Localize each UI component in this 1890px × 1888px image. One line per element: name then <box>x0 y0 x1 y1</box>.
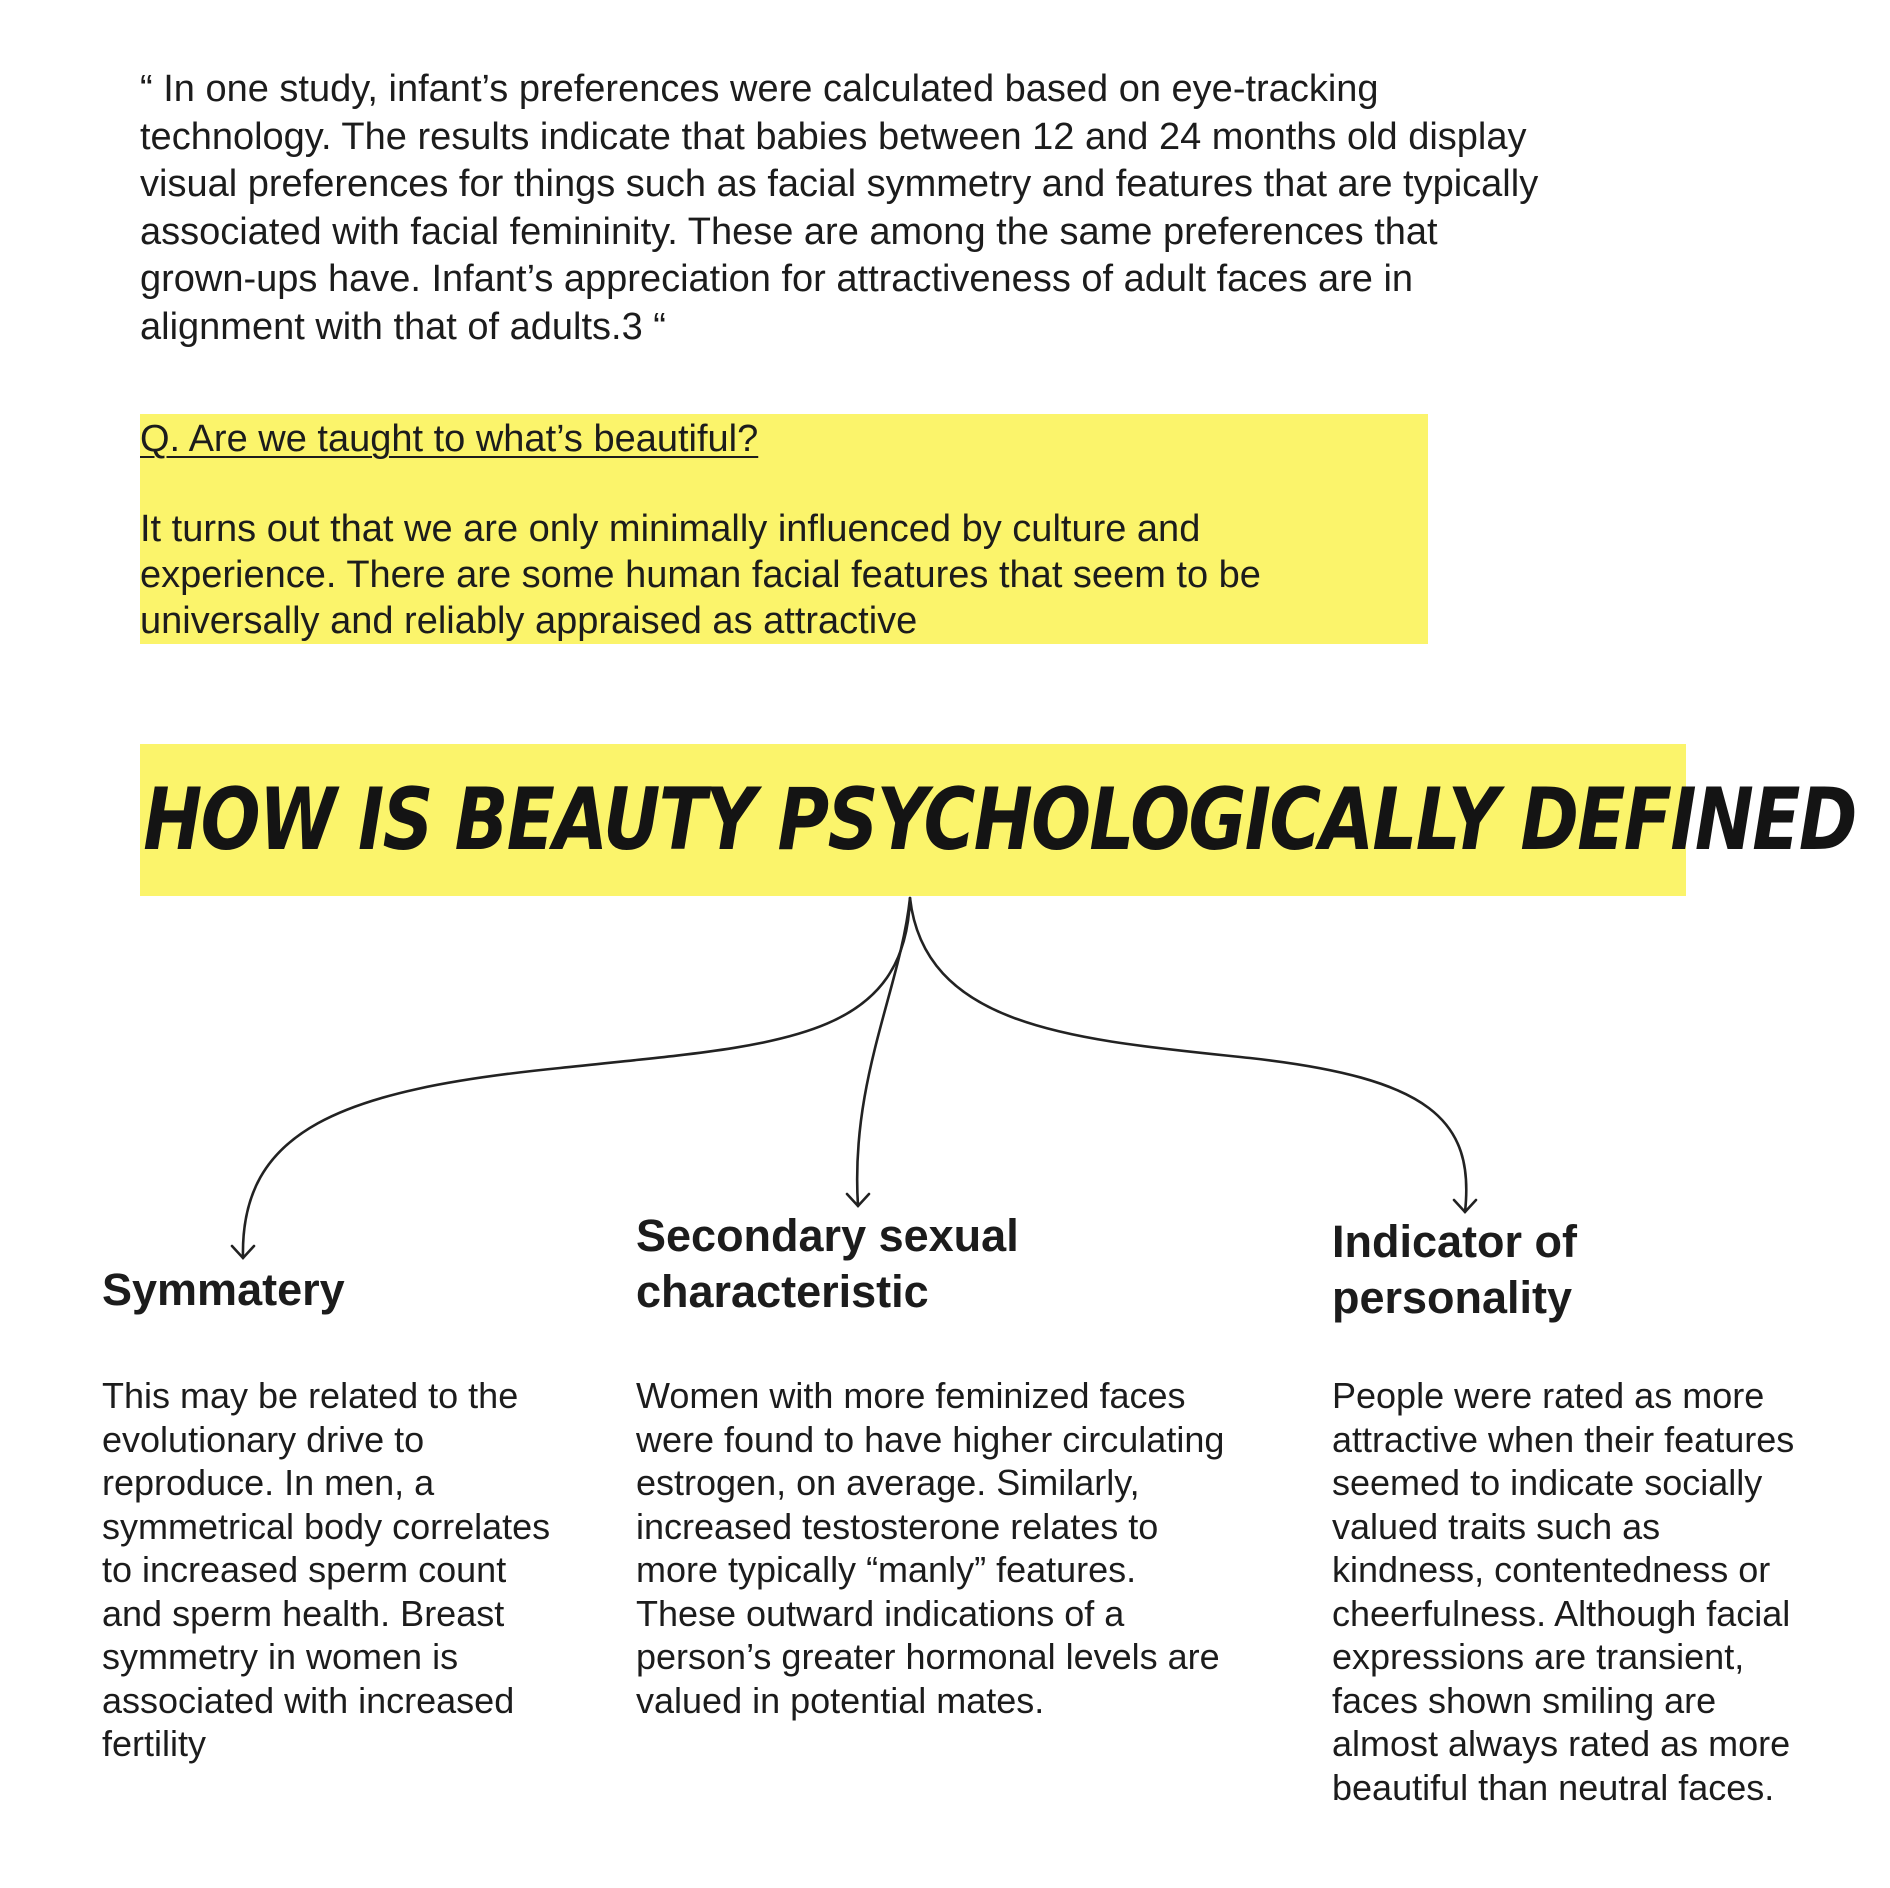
question-text: Q. Are we taught to what’s beautiful? <box>140 418 759 460</box>
column-title-symmetry: Symmatery <box>102 1264 345 1315</box>
column-title-secondary-sexual: Secondary sexual characteristic <box>636 1210 1019 1317</box>
section-heading: HOW IS BEAUTY PSYCHOLOGICALLY DEFINED <box>143 770 1856 870</box>
branch-arrow-right <box>910 898 1466 1212</box>
branch-arrow-left <box>243 898 910 1258</box>
answer-text: It turns out that we are only minimally influenced by culture and experience. There are some human facial features that seem to be universally and reliably appraised as attractive <box>140 508 1261 642</box>
column-body-symmetry: This may be related to the evolutionary drive to reproduce. In men, a symmetrical body correlates to increased sperm count and sperm health. Breast symmetry in women is associated with increased fertility <box>102 1375 551 1764</box>
column-body-secondary-sexual: Women with more feminized faces were found to have higher circulating estrogen, on average. Similarly, increased testosterone relates to more typically “manly” features. These outward indications of a person’s greater hormonal levels are valued in potential mates. <box>636 1375 1225 1721</box>
arrowhead-middle-icon <box>847 1194 869 1206</box>
arrowhead-right-icon <box>1454 1200 1476 1212</box>
intro-quote: “ In one study, infant’s preferences were calculated based on eye-tracking technology. The results indicate that babies between 12 and 24 months old display visual preferences for things such as facial symmetry and features that are typically associated with facial femininity. These are among the same preferences that grown-ups have. Infant’s appreciation for attractiveness of adult faces are in alignment with that of adults.3 “ <box>140 68 1539 348</box>
branch-arrow-middle <box>857 898 910 1206</box>
column-body-personality: People were rated as more attractive when their features seemed to indicate socially valued traits such as kindness, contentedness or cheerfulness. Although facial expressions are transient, faces shown smiling are almost always rated as more beautiful than neutral faces. <box>1332 1375 1795 1808</box>
arrowhead-left-icon <box>232 1246 254 1258</box>
column-title-personality: Indicator of personality <box>1332 1216 1577 1323</box>
